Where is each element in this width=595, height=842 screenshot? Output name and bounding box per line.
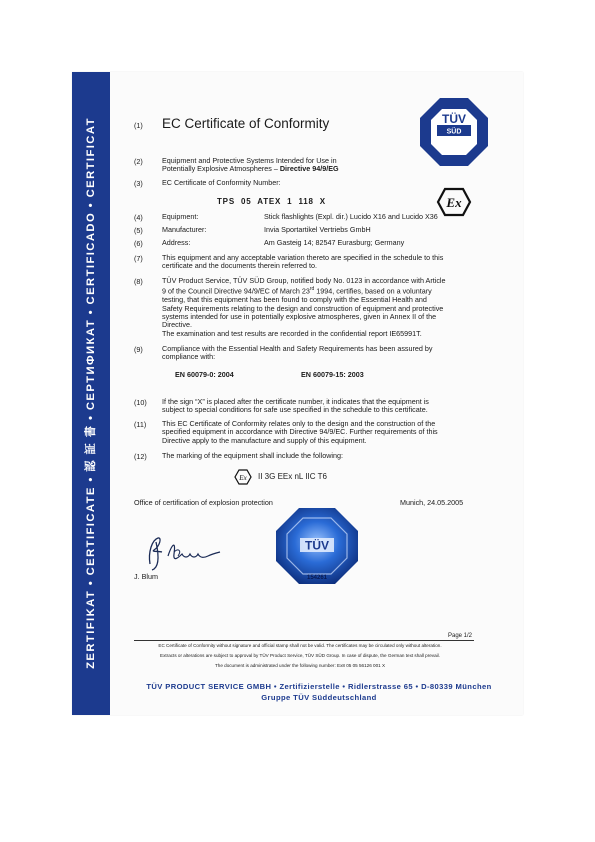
- item-number-5: (5): [134, 226, 143, 235]
- issuer-address-line-1: TÜV PRODUCT SERVICE GMBH • Zertifizierstelle • Ridlerstrasse 65 • D-80339 München: [146, 682, 492, 691]
- item-number-10: (10): [134, 398, 147, 407]
- item-number-12: (12): [134, 452, 147, 461]
- page-number: Page 1/2: [448, 633, 473, 639]
- item-number-9: (9): [134, 345, 143, 354]
- logo-text-bottom: SÜD: [446, 128, 462, 136]
- special-conditions-paragraph: If the sign “X” is placed after the certificate number, it indicates that the equipment is subject to special conditions for safe use specified in the schedule to this certificate.: [162, 397, 429, 415]
- handwritten-signature: [138, 532, 228, 572]
- marking-label: The marking of the equipment shall include the following:: [162, 451, 343, 460]
- standard-2: EN 60079-15: 2003: [301, 370, 364, 379]
- equipment-label: Equipment:: [162, 212, 199, 221]
- equipment-value: Stick flashlights (Expl. dir.) Lucido X16 and Lucido X36: [264, 212, 438, 221]
- equipment-marking: II 3G EEx nL IIC T6: [258, 472, 327, 481]
- logo-text-top: TÜV: [442, 112, 466, 126]
- issuer-address-line-2: Gruppe TÜV Süddeutschland: [261, 693, 377, 702]
- cert-number-label: EC Certificate of Conformity Number:: [162, 178, 281, 187]
- schedule-paragraph: This equipment and any acceptable variation thereto are specified in the schedule to this certificate and the documents therein referred to.: [162, 253, 444, 271]
- office-label: Office of certification of explosion protection: [134, 498, 273, 507]
- ex-marking-icon: [234, 469, 252, 485]
- sidebar-text: ZERTIFIKAT • CERTIFICATE • 認 証 書 • СЕРТИФИКАТ • CERTIFICADO • CERTIFICAT: [85, 117, 97, 669]
- item-number-4: (4): [134, 213, 143, 222]
- footnote-2: Extracts or alterations are subject to approval by TÜV Product Service, TÜV SÜD Group. In case of dispute, the German text shall prevail.: [160, 653, 440, 658]
- item-number-3: (3): [134, 179, 143, 188]
- svg-text:Ex: Ex: [239, 474, 247, 482]
- tuv-sud-logo: [419, 97, 489, 167]
- signer-name: J. Blum: [134, 572, 158, 581]
- svg-text:Ex: Ex: [446, 195, 462, 210]
- tuv-hologram-seal: [275, 507, 359, 585]
- directive-line-1: Equipment and Protective Systems Intended for Use in: [162, 156, 337, 165]
- ex-hexagon-icon: [436, 187, 472, 217]
- notified-body-paragraph: TÜV Product Service, TÜV SÜD Group, notified body No. 0123 in accordance with Article 9 of the Council Directive 94/9/EC of March 23rd 1994, certifies, based on a voluntary testing, that this equipment has been found to comply with the Essential Health and Safety Requirements relating to the design and construction of equipment and protective systems intended for use in potentially explosive atmospheres, given in Annex II of the Directive. The examination and test results are recorded in the confidential report IE65991T.: [162, 276, 446, 338]
- address-label: Address:: [162, 238, 191, 247]
- standard-1: EN 60079-0: 2004: [175, 370, 234, 379]
- footnote-3: The document is administrated under the following number: Ex8 05 05 56126 001 X: [214, 663, 386, 668]
- sidebar-band: [72, 72, 110, 715]
- item-number-7: (7): [134, 254, 143, 263]
- item-number-2: (2): [134, 157, 143, 166]
- scope-paragraph: This EC Certificate of Conformity relates only to the design and the construction of the specified equipment in accordance with Directive 94/9/EC. Further requirements of this Directive apply to the manufacture and supply of this equipment.: [162, 419, 438, 445]
- directive-heading: [162, 157, 339, 174]
- hologram-number: 154261: [306, 575, 328, 581]
- hologram-text: TÜV: [305, 538, 329, 553]
- directive-line-2: Potentially Explosive Atmospheres – Directive 94/9/EG: [162, 164, 339, 174]
- place-date: Munich, 24.05.2005: [400, 498, 464, 507]
- compliance-paragraph: Compliance with the Essential Health and Safety Requirements has been assured by compliance with:: [162, 344, 433, 362]
- item-number-1: (1): [134, 121, 143, 130]
- manufacturer-value: Invia Sportartikel Vertriebs GmbH: [264, 225, 371, 234]
- item-number-11: (11): [134, 420, 147, 429]
- manufacturer-label: Manufacturer:: [162, 225, 207, 234]
- item-number-6: (6): [134, 239, 143, 248]
- footer-divider: [134, 640, 474, 641]
- certificate-number: TPS 05 ATEX 1 118 X: [217, 197, 326, 206]
- footnote-1: EC Certificate of Conformity without signature and official stamp shall not be valid. The certificates may be circulated only without alteration.: [158, 643, 442, 648]
- page-title: EC Certificate of Conformity: [162, 116, 330, 131]
- item-number-8: (8): [134, 277, 143, 286]
- address-value: Am Gasteig 14; 82547 Eurasburg; Germany: [264, 238, 405, 247]
